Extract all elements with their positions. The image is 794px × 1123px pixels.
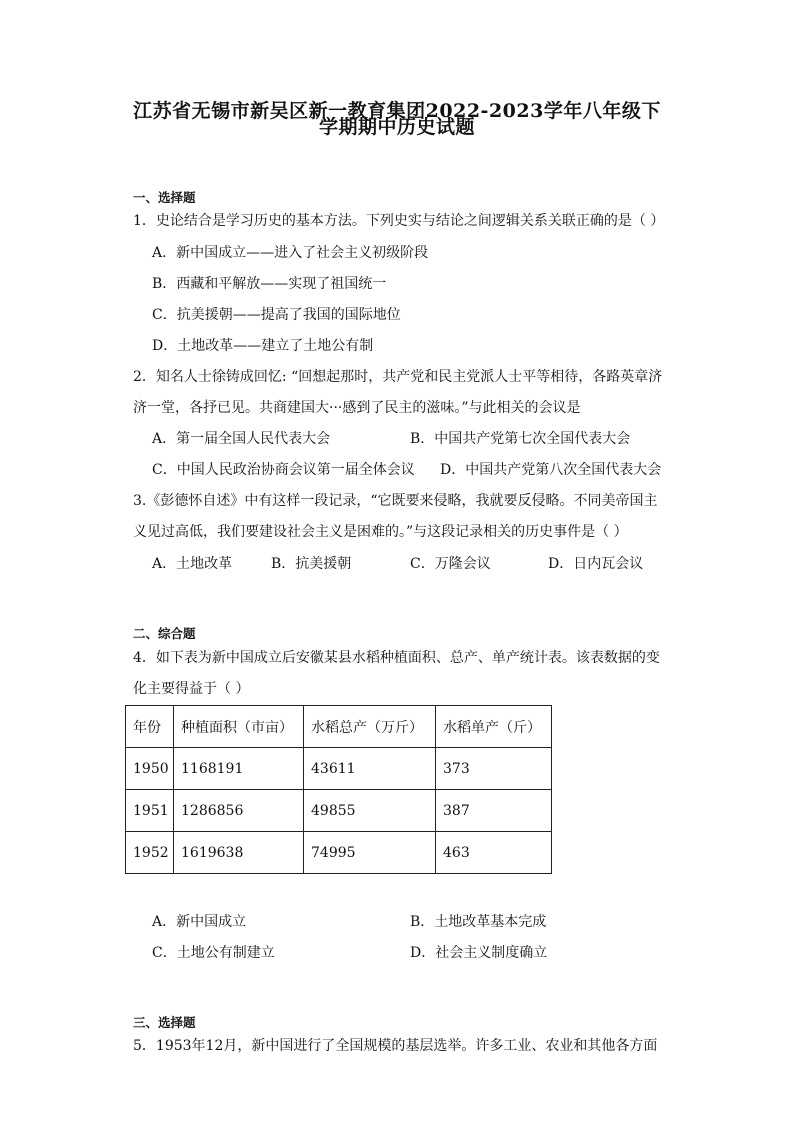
- section-heading-3: 三、选择题: [133, 1015, 196, 1030]
- table-cell: 1286856: [174, 790, 304, 832]
- question-4-option-c: C．土地公有制建立: [152, 945, 275, 961]
- section-heading-2: 二、综合题: [133, 626, 196, 641]
- question-4-option-a: A．新中国成立: [152, 914, 247, 930]
- question-2-stem-line-1: 2．知名人士徐铸成回忆: “回想起那时，共产党和民主党派人士平等相待，各路英章济: [133, 369, 663, 385]
- question-1-option-c: C．抗美援朝——提高了我国的国际地位: [152, 307, 401, 323]
- table-cell: 1950: [126, 748, 174, 790]
- table-cell: 463: [436, 832, 552, 874]
- question-2-option-b: B．中国共产党第七次全国代表大会: [410, 431, 631, 447]
- question-5-stem-line-1: 5．1953年12月，新中国进行了全国规模的基层选举。许多工业、农业和其他各方面: [133, 1038, 658, 1054]
- question-4-stem-line-2: 化主要得益于（ ）: [133, 681, 250, 697]
- question-4-option-b: B．土地改革基本完成: [410, 914, 547, 930]
- table-cell: 49855: [304, 790, 436, 832]
- table-header-cell: 水稻单产（斤）: [436, 706, 552, 748]
- table-cell: 1952: [126, 832, 174, 874]
- question-1-stem: 1．史论结合是学习历史的基本方法。下列史实与结论之间逻辑关系关联正确的是（ ）: [133, 213, 665, 229]
- question-3-option-a: A．土地改革: [152, 556, 233, 572]
- table-header-row: [126, 706, 552, 748]
- table-cell: 1619638: [174, 832, 304, 874]
- table-cell: 387: [436, 790, 552, 832]
- table-header-cell: 种植面积（市亩）: [174, 706, 304, 748]
- question-1-option-b: B．西藏和平解放——实现了祖国统一: [152, 276, 387, 292]
- section-heading-1: 一、选择题: [133, 190, 196, 205]
- table-cell: 74995: [304, 832, 436, 874]
- rice-statistics-table: [125, 705, 552, 874]
- table-row: [126, 748, 552, 790]
- question-3-stem-line-2: 义见过高低，我们要建设社会主义是困难的。”与这段记录相关的历史事件是（ ）: [133, 524, 628, 540]
- table-row: [126, 832, 552, 874]
- question-1-option-d: D．土地改革——建立了土地公有制: [152, 338, 374, 354]
- question-2-stem-line-2: 济一堂，各抒已见。共商建国大···感到了民主的滋味。”与此相关的会议是: [133, 400, 581, 416]
- table-header-cell: 水稻总产（万斤）: [304, 706, 436, 748]
- question-2-option-c: C．中国人民政治协商会议第一届全体会议: [152, 462, 415, 478]
- question-3-option-d: D．日内瓦会议: [548, 556, 644, 572]
- question-4-stem-line-1: 4．如下表为新中国成立后安徽某县水稻种植面积、总产、单产统计表。该表数据的变: [133, 650, 660, 666]
- table-cell: 1168191: [174, 748, 304, 790]
- table-cell: 43611: [304, 748, 436, 790]
- question-2-option-a: A．第一届全国人民代表大会: [152, 431, 331, 447]
- table-cell: 373: [436, 748, 552, 790]
- table-header-cell: 年份: [126, 706, 174, 748]
- table-row: [126, 790, 552, 832]
- question-1-option-a: A．新中国成立——进入了社会主义初级阶段: [152, 245, 429, 261]
- question-3-stem-line-1: 3.《彭德怀自述》中有这样一段记录，“它既要来侵略，我就要反侵略。不同美帝国主: [133, 493, 658, 509]
- document-title-line-1: 江苏省无锡市新吴区新一教育集团2022-2023学年八年级下: [133, 100, 661, 122]
- question-4-option-d: D．社会主义制度确立: [410, 945, 548, 961]
- question-2-option-d: D．中国共产党第八次全国代表大会: [440, 462, 662, 478]
- table-cell: 1951: [126, 790, 174, 832]
- question-3-option-b: B．抗美援朝: [271, 556, 352, 572]
- document-title-line-2: 学期期中历史试题: [318, 116, 475, 138]
- question-3-option-c: C．万隆会议: [410, 556, 491, 572]
